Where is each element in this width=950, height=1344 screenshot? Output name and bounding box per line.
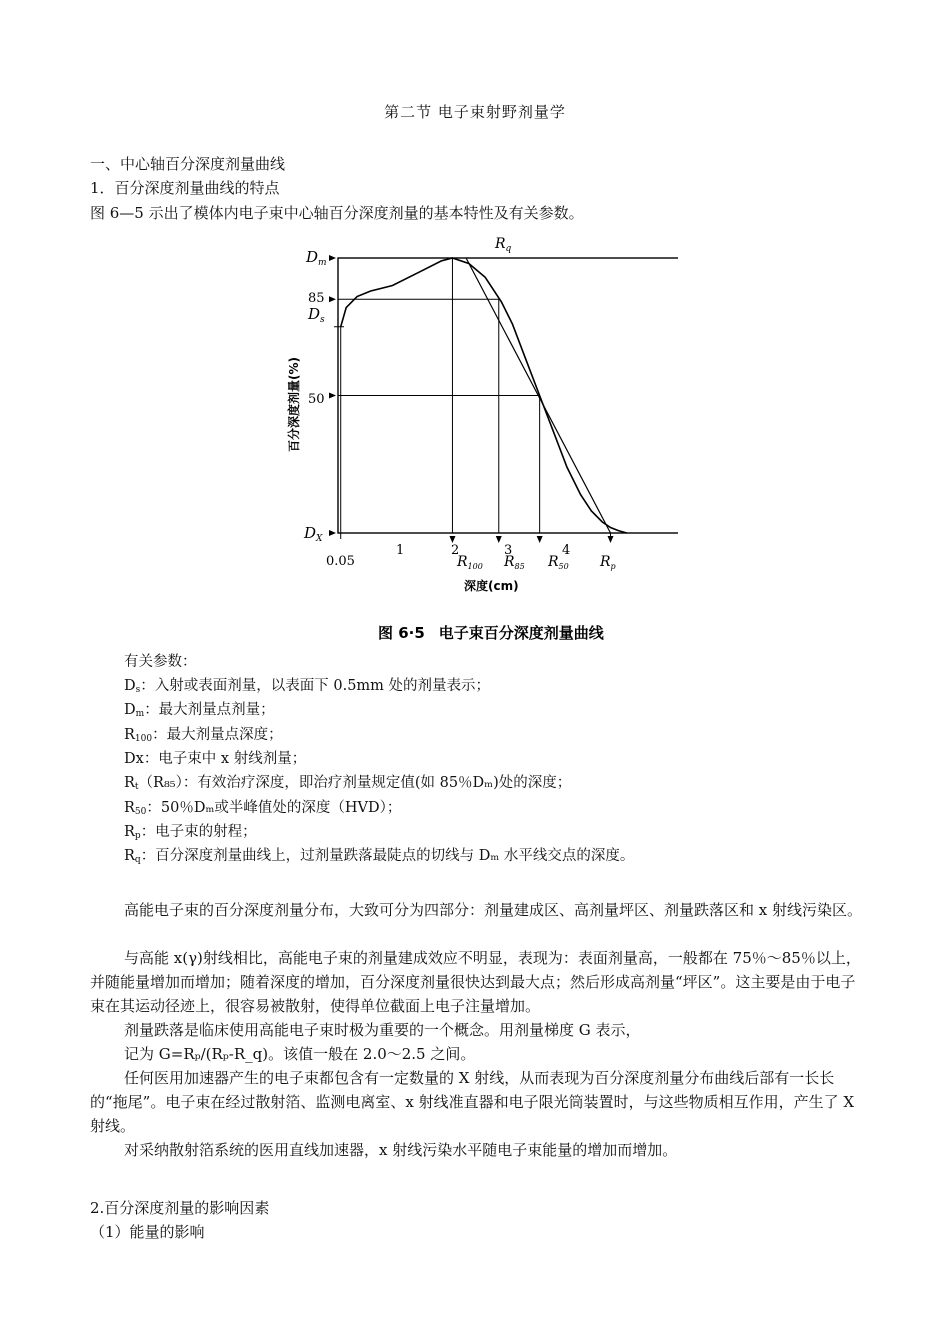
y-label-ds: $D_s$ <box>308 305 325 325</box>
figure-caption: 图 6·5 电子束百分深度剂量曲线 <box>378 624 604 642</box>
y-label-85: 85 <box>308 291 325 306</box>
arrow-dm <box>329 255 336 261</box>
param-subscript: m <box>135 709 145 720</box>
paragraph: 高能电子束的百分深度剂量分布，大致可分为四部分：剂量建成区、高剂量坪区、剂量跌落区和 x 射线污染区。 <box>124 901 863 919</box>
paragraph: 剂量跌落是临床使用高能电子束时极为重要的一个概念。用剂量梯度 G 表示， <box>124 1021 641 1039</box>
param-text: ：百分深度剂量曲线上，过剂量跌落最陡点的切线与 Dₘ 水平线交点的深度。 <box>140 848 635 865</box>
param-item <box>124 796 401 817</box>
param-text: ：电子束中 x 射线剂量； <box>143 750 307 767</box>
depth-dose-chart <box>278 232 678 647</box>
param-subscript: s <box>135 685 141 695</box>
label-rp: $R_p$ <box>600 554 616 571</box>
param-item <box>124 820 257 841</box>
x-tick-0.05: 0.05 <box>326 554 355 569</box>
param-symbol: D <box>124 702 136 719</box>
param-symbol: R <box>124 726 135 743</box>
param-symbol: R <box>124 848 135 865</box>
param-item <box>124 674 490 695</box>
x-tick-2: 2 <box>451 543 460 558</box>
page-title: 第二节 电子束射野剂量学 <box>384 103 566 121</box>
intro-text: 图 6—5 示出了模体内电子束中心轴百分深度剂量的基本特性及有关参数。 <box>90 204 584 222</box>
paragraph: 对采纳散射箔系统的医用直线加速器，x 射线污染水平随电子束能量的增加而增加。 <box>124 1141 678 1159</box>
y-label-50: 50 <box>308 392 325 407</box>
param-symbol: R <box>124 799 135 816</box>
param-item <box>124 698 275 719</box>
param-item <box>124 723 283 744</box>
paragraph: 与高能 x(γ)射线相比，高能电子束的剂量建成效应不明显，表现为：表面剂量高，一般都在 75％～85％以上，并随能量增加而增加；随着深度的增加，百分深度剂量很快达到最大点；然后形成高剂量“坪区”。这主要是由于电子束在其运动径迹上，很容易被散射，使得单位截面上电子注量增加。 <box>90 949 861 1015</box>
param-item <box>124 747 306 768</box>
label-r100: $R_{100}$ <box>457 554 483 571</box>
param-symbol: Dx <box>124 750 144 767</box>
label-rq: $R_q$ <box>495 236 512 254</box>
param-text: ：最大剂量点剂量； <box>144 702 275 719</box>
y-axis-title: 百分深度剂量(%) <box>287 357 301 452</box>
arrow-50 <box>329 393 336 399</box>
param-symbol: D <box>124 678 136 694</box>
x-tick-1: 1 <box>396 543 405 558</box>
arrow-r85 <box>496 536 502 543</box>
param-subscript: 50 <box>134 806 147 817</box>
param-subscript: p <box>134 830 141 841</box>
param-text: ：最大剂量点深度； <box>152 726 283 743</box>
params-title: 有关参数： <box>124 654 197 670</box>
x-tick-3: 3 <box>504 543 513 558</box>
param-item <box>124 844 634 865</box>
subsection-heading-3: （1）能量的影响 <box>90 1223 205 1241</box>
section-heading: 一、中心轴百分深度剂量曲线 <box>90 155 286 173</box>
y-label-dm: $D_m$ <box>306 248 327 268</box>
param-subscript: t <box>134 782 139 793</box>
arrow-rp <box>608 536 614 543</box>
subsection-heading: 1．百分深度剂量曲线的特点 <box>90 179 280 197</box>
param-subscript: 100 <box>134 733 153 744</box>
param-text: （R₈₅）：有效治疗深度，即治疗剂量规定值(如 85％Dₘ)处的深度； <box>138 775 572 792</box>
param-subscript: q <box>134 855 141 866</box>
x-axis-title: 深度(cm) <box>464 579 519 593</box>
param-text: ：50％Dₘ或半峰值处的深度（HVD）； <box>146 799 402 816</box>
y-label-dx: $D_X$ <box>304 524 323 544</box>
x-tick-4: 4 <box>562 543 571 558</box>
label-r85: $R_{85}$ <box>504 554 525 571</box>
param-item <box>124 771 571 792</box>
param-symbol: R <box>124 823 135 840</box>
param-text: ：入射或表面剂量，以表面下 0.5mm 处的剂量表示； <box>140 678 491 694</box>
subsection-heading-2: 2.百分深度剂量的影响因素 <box>90 1199 270 1217</box>
arrow-r50 <box>537 536 543 543</box>
arrow-dx <box>329 530 336 536</box>
label-r50: $R_{50}$ <box>548 554 569 571</box>
arrow-r100 <box>449 536 455 543</box>
paragraph: 任何医用加速器产生的电子束都包含有一定数量的 X 射线，从而表现为百分深度剂量分布曲线后部有一长长的“拖尾”。电子束在经过散射箔、监测电离室、x 射线准直器和电子限光筒装置时，与这些物质相互作用，产生了 X 射线。 <box>90 1069 855 1135</box>
param-text: ：电子束的射程； <box>140 823 257 840</box>
paragraph: 记为 G=Rₚ/(Rₚ-R_q)。该值一般在 2.0～2.5 之间。 <box>124 1045 476 1063</box>
param-symbol: R <box>124 775 135 792</box>
arrow-85 <box>329 296 336 302</box>
